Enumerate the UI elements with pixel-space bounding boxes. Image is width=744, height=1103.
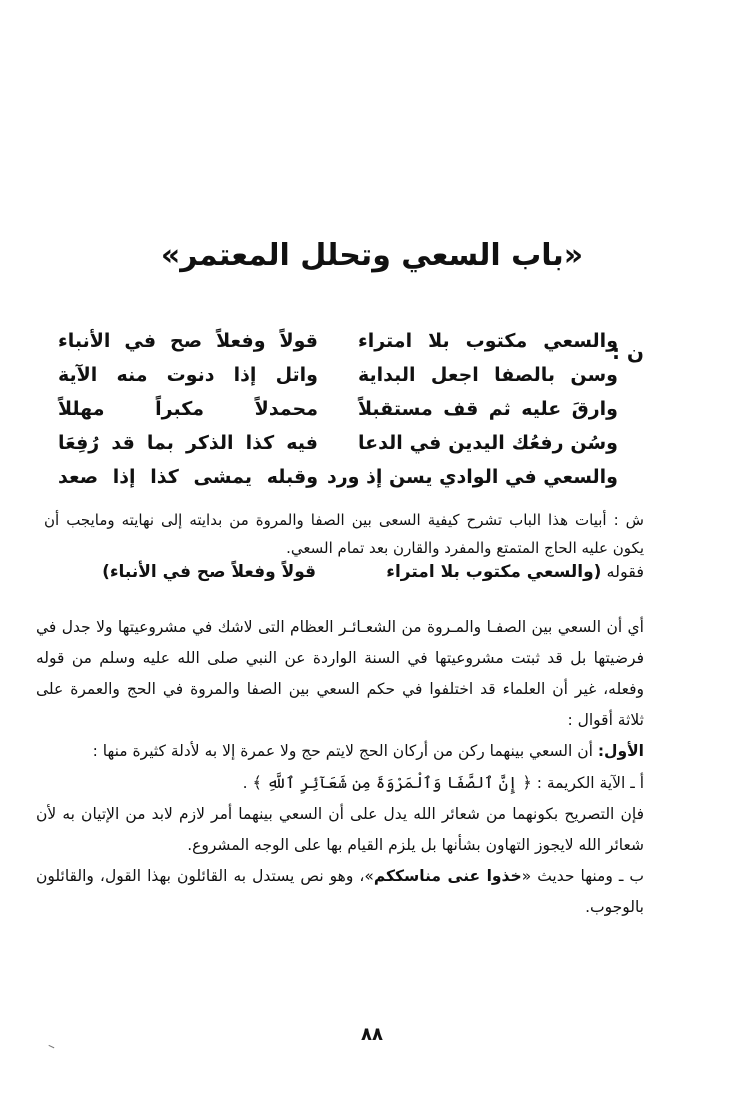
verse-line (58, 364, 618, 396)
first-opinion-text: أن السعي بينهما ركن من أركان الحج لايتم حج ولا عمرة إلا به لأدلة كثيرة منها : (92, 742, 598, 760)
commentary-paragraph (44, 506, 644, 562)
page-number: ٨٨ (361, 1024, 383, 1045)
verse-line (58, 330, 618, 362)
verse-line (58, 466, 618, 498)
verse-second-hemistich: محمدلاً مكبراً مهللاً (58, 398, 318, 420)
verse-first-hemistich: والسعي في الوادي يسن إذ ورد (326, 466, 618, 488)
verse-line (58, 432, 618, 464)
verse-second-hemistich: وقبله يمشى كذا إذا صعد (58, 466, 318, 488)
scan-speck (48, 1045, 55, 1050)
verse-first-hemistich: وسُن رفعُك اليدين في الدعا (358, 432, 618, 454)
evidence-b-text: »، وهو نص يستدل به القائلون بهذا القول، والقائلون بالوجوب. (36, 867, 644, 916)
body-paragraph: أي أن السعي بين الصفـا والمـروة من الشعـائـر العظام التى لاشك في مشروعيتها ولا جدل في فرضيتها بل قد ثبتت مشروعيتها في السنة الواردة عن النبي صلى الله عليه وسلم من قوله وفعله، غير أن العلماء قد اختلفوا في حكم السعي بين الصفا والمروة في الحج والعمرة على ثلاثة أقوال : (36, 618, 644, 729)
quran-verse: ﴿ إِنَّ ٱلصَّفَا وَٱلْمَرْوَةَ مِن شَعَآئِرِ ٱللَّهِ ﴾ (252, 773, 532, 792)
hadith-text: خذوا عنى مناسككم (373, 867, 522, 885)
commentary-label: ش : (613, 511, 644, 529)
body-paragraph (36, 861, 644, 923)
verse-first-hemistich: وسن بالصفا اجعل البداية (358, 364, 618, 386)
evidence-a-end: . (242, 774, 253, 792)
verse-second-hemistich: قولاً وفعلاً صح في الأنباء (58, 330, 318, 352)
verse-first-hemistich: وارقَ عليه ثم قف مستقبلاً (358, 398, 618, 420)
quoted-verse (44, 562, 644, 582)
verse-second-hemistich: فيه كذا الذكر بما قد رُفِعَا (58, 432, 318, 454)
body-paragraph (36, 736, 644, 767)
chapter-title: «باب السعي وتحلل المعتمر» (160, 238, 584, 273)
evidence-b-label: ب ـ ومنها حديث « (521, 867, 644, 885)
verse-second-hemistich: واتل إذا دنوت منه الآية (58, 364, 318, 386)
quote-second: قولاً وفعلاً صح في الأنباء) (102, 562, 317, 582)
quote-lead: فقوله (606, 562, 644, 581)
verse-line (58, 398, 618, 430)
commentary-text: أبيات هذا الباب تشرح كيفية السعى بين الصفا والمروة من بدايته إلى نهايته ومايجب أن يكون عليه الحاج المتمتع والمفرد والقارن بعد تمام السعي. (44, 511, 644, 557)
body-paragraph (36, 767, 644, 799)
verse-first-hemistich: والسعي مكتوب بلا امتراء (358, 330, 618, 352)
quote-first: (والسعي مكتوب بلا امتراء (386, 562, 602, 582)
verse-label: ن : (611, 340, 644, 364)
first-opinion-label: الأول: (597, 742, 644, 760)
body-text (36, 612, 644, 923)
evidence-a-label: أ ـ الآية الكريمة : (531, 774, 644, 792)
body-paragraph: فإن التصريح بكونهما من شعائر الله يدل على أن السعي بينهما أمر لازم لابد من الإتيان به لأن شعائر الله لايجوز التهاون بشأنها بل يلزم القيام بها على الوجه المشروع. (36, 805, 644, 854)
